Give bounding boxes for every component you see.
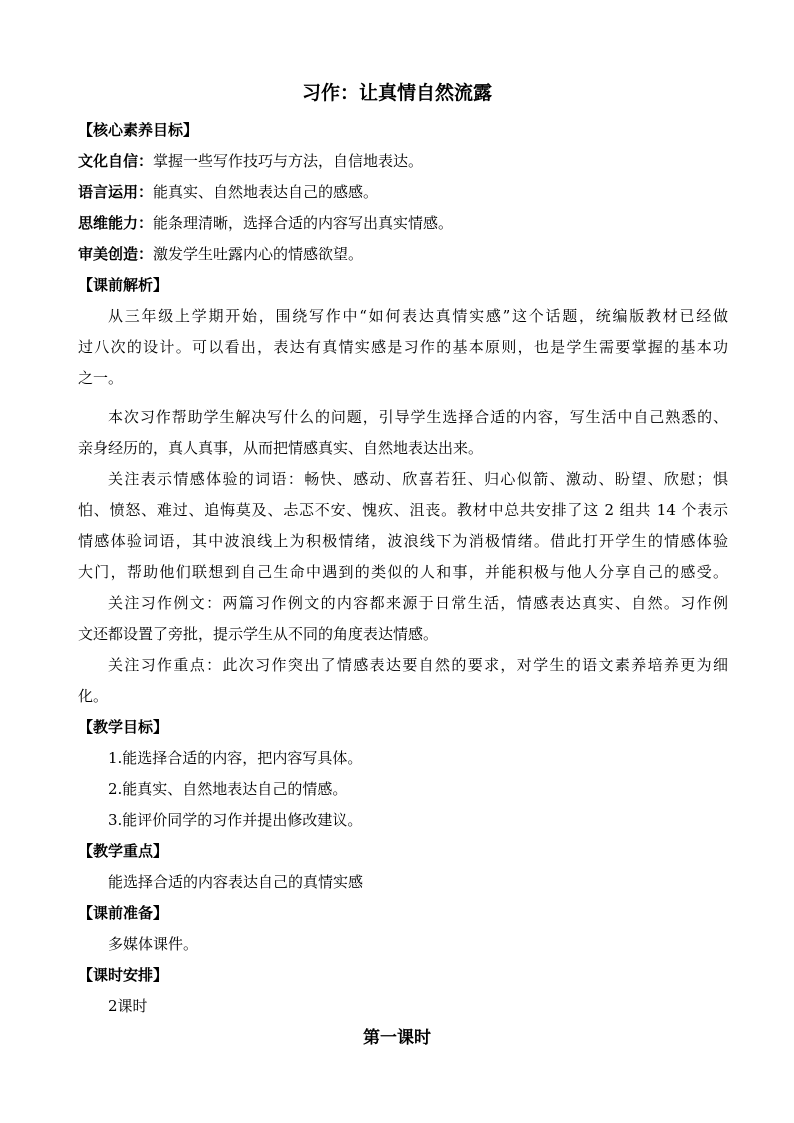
teaching-goal-item: 3.能评价同学的习作并提出修改建议。 xyxy=(108,811,363,829)
lesson-title: 第一课时 xyxy=(363,1028,431,1048)
core-goals-heading: 【核心素养目标】 xyxy=(78,121,199,139)
core-goal-text: 激发学生吐露内心的情感欲望。 xyxy=(153,245,364,263)
key-point-text: 能选择合适的内容表达自己的真情实感 xyxy=(108,873,364,891)
core-goal-label: 语言运用： xyxy=(78,183,154,201)
analysis-line: 文还都设置了旁批，提示学生从不同的角度表达情感。 xyxy=(78,625,439,643)
analysis-line: 怕、愤怒、难过、追悔莫及、忐忑不安、愧疚、沮丧。教材中总共安排了这 2 组共 14 个表示 xyxy=(78,501,728,519)
teaching-goal-item: 2.能真实、自然地表达自己的情感。 xyxy=(108,780,348,798)
core-goal-text: 掌握一些写作技巧与方法，自信地表达。 xyxy=(153,152,424,170)
preparation-text: 多媒体课件。 xyxy=(108,935,199,953)
core-goal-culture xyxy=(78,151,728,171)
core-goal-text: 能真实、自然地表达自己的感感。 xyxy=(153,183,379,201)
core-goal-aesthetic xyxy=(78,244,728,264)
teaching-goal-item: 1.能选择合适的内容，把内容写具体。 xyxy=(108,749,363,767)
analysis-line: 之一。 xyxy=(78,369,124,387)
teaching-goals-heading: 【教学目标】 xyxy=(78,718,169,736)
analysis-line: 大门，帮助他们联想到自己生命中遇到的类似的人和事，并能积极与他人分享自己的感受。 xyxy=(78,563,728,581)
key-point-heading: 【教学重点】 xyxy=(78,842,169,860)
analysis-line: 关注习作重点：此次习作突出了情感表达要自然的要求，对学生的语文素养培养更为细 xyxy=(108,656,728,674)
analysis-line: 过八次的设计。可以看出，表达有真情实感是习作的基本原则，也是学生需要掌握的基本功 xyxy=(78,338,728,356)
preparation-heading: 【课前准备】 xyxy=(78,904,169,922)
core-goal-thinking xyxy=(78,213,728,233)
schedule-text: 2课时 xyxy=(108,997,148,1015)
core-goal-text: 能条理清晰，选择合适的内容写出真实情感。 xyxy=(153,214,454,232)
analysis-line: 亲身经历的，真人真事，从而把情感真实、自然地表达出来。 xyxy=(78,439,484,457)
analysis-line: 从三年级上学期开始，围绕写作中“如何表达真情实感”这个话题，统编版教材已经做 xyxy=(108,307,728,325)
schedule-heading: 【课时安排】 xyxy=(78,966,169,984)
core-goal-label: 审美创造： xyxy=(78,245,154,263)
core-goal-label: 思维能力： xyxy=(78,214,154,232)
core-goal-label: 文化自信： xyxy=(78,152,154,170)
analysis-line: 关注表示情感体验的词语：畅快、感动、欣喜若狂、归心似箭、激动、盼望、欣慰；惧 xyxy=(108,470,728,488)
analysis-heading: 【课前解析】 xyxy=(78,276,169,294)
core-goal-language xyxy=(78,182,728,202)
document-title: 习作：让真情自然流露 xyxy=(301,82,492,104)
analysis-line: 本次习作帮助学生解决写什么的问题，引导学生选择合适的内容，写生活中自己熟悉的、 xyxy=(108,408,728,426)
analysis-line: 关注习作例文：两篇习作例文的内容都来源于日常生活，情感表达真实、自然。习作例 xyxy=(108,594,728,612)
analysis-line: 化。 xyxy=(78,687,109,705)
analysis-line: 情感体验词语，其中波浪线上为积极情绪，波浪线下为消极情绪。借此打开学生的情感体验 xyxy=(78,532,728,550)
